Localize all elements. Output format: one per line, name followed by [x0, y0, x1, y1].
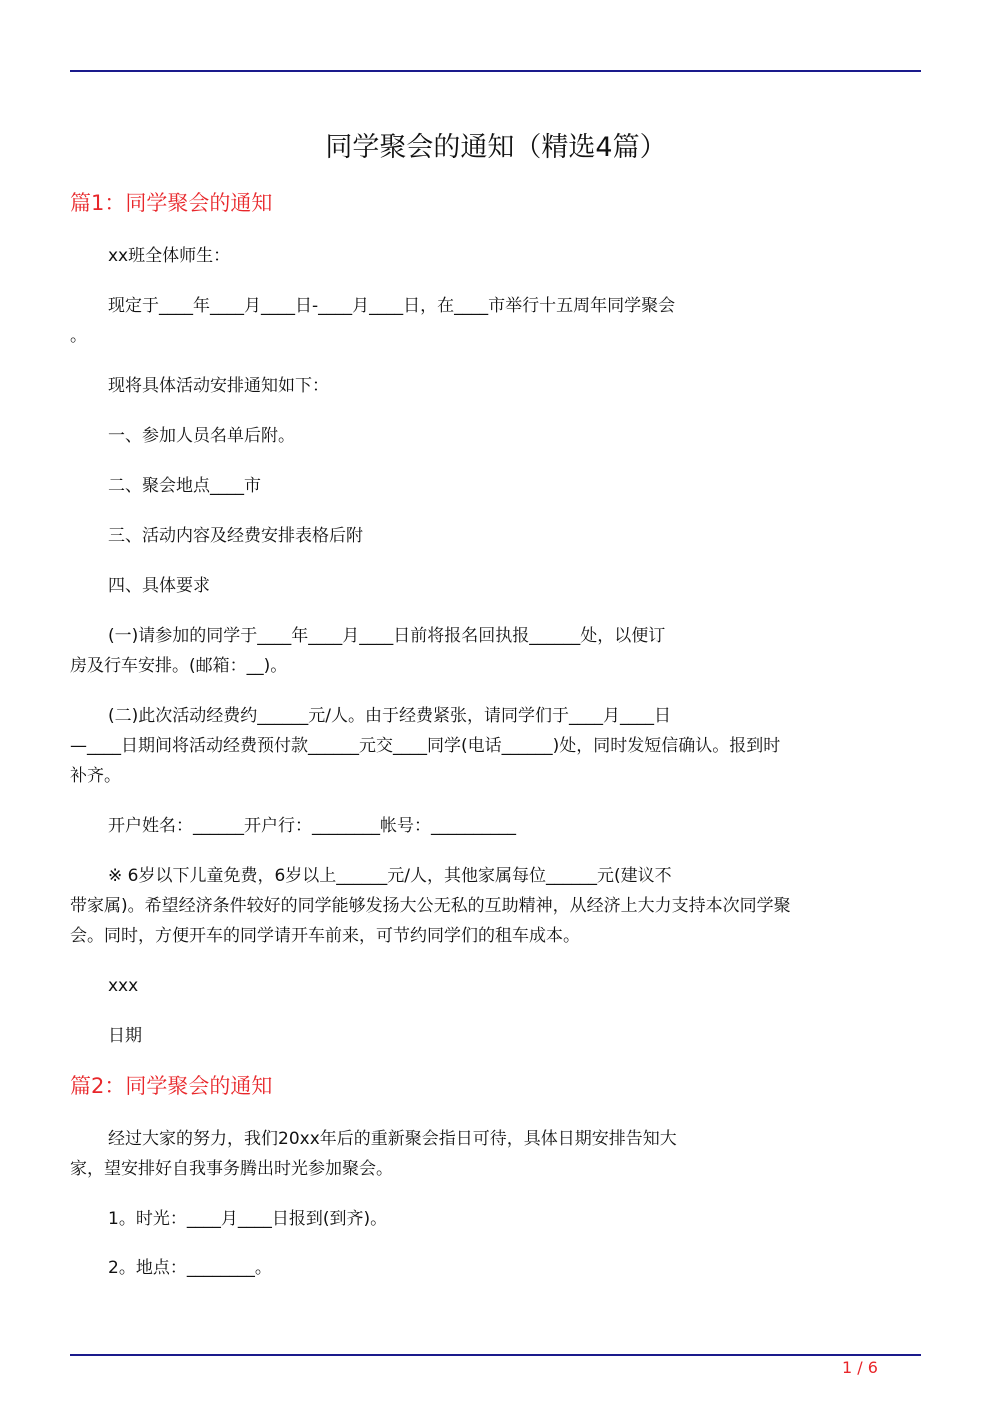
- paragraph: xx班全体师生：: [108, 246, 231, 266]
- document-title: 同学聚会的通知（精选4篇）: [325, 132, 667, 163]
- footer-rule: [70, 1354, 921, 1356]
- paragraph: xxx: [108, 976, 139, 996]
- paragraph: 一、参加人员名单后附。: [108, 426, 295, 446]
- paragraph: 经过大家的努力，我们20xx年后的重新聚会指日可待，具体日期安排告知大 家，望安排好自我事务腾出时光参加聚会。: [70, 1129, 677, 1179]
- header-rule: [70, 70, 921, 72]
- section-2-heading: 篇2：同学聚会的通知: [70, 1074, 273, 1098]
- page-number: 1 / 6: [842, 1358, 878, 1377]
- paragraph: 四、具体要求: [108, 576, 210, 596]
- paragraph: 现将具体活动安排通知如下：: [108, 376, 329, 396]
- paragraph: 开户姓名：______开户行：________帐号：__________: [108, 816, 516, 836]
- paragraph: 三、活动内容及经费安排表格后附: [108, 526, 363, 546]
- paragraph: (二)此次活动经费约______元/人。由于经费紧张，请同学们于____月____日 —____日期间将活动经费预付款______元交____同学(电话______)处，同时发短信确认。报到时 补齐。: [70, 706, 781, 786]
- paragraph: ※ 6岁以下儿童免费，6岁以上______元/人，其他家属每位______元(建议不 带家属)。希望经济条件较好的同学能够发扬大公无私的互助精神，从经济上大力支持本次同学聚 会。同时，方便开车的同学请开车前来，可节约同学们的租车成本。: [70, 866, 791, 946]
- paragraph: 日期: [108, 1026, 142, 1046]
- paragraph: (一)请参加的同学于____年____月____日前将报名回执报______处，以便订 房及行车安排。(邮箱：__)。: [70, 626, 666, 676]
- paragraph: 1。时光：____月____日报到(到齐)。: [108, 1209, 388, 1229]
- section-1-heading: 篇1：同学聚会的通知: [70, 191, 273, 215]
- paragraph: 二、聚会地点____市: [108, 476, 261, 496]
- paragraph: 2。地点：________。: [108, 1258, 272, 1278]
- paragraph: 现定于____年____月____日-____月____日，在____市举行十五周年同学聚会 。: [70, 296, 676, 346]
